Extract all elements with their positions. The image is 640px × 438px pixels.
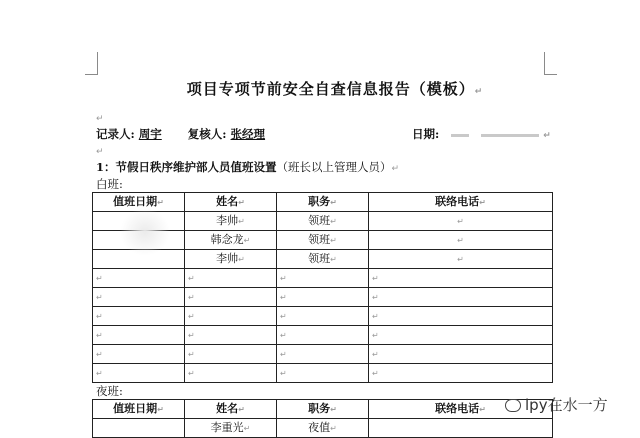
section-heading: 1：节假日秩序维护部人员值班设置（班长以上管理人员）↵	[96, 160, 400, 174]
phone-cell: ↵	[369, 269, 553, 288]
blurred-date	[451, 134, 469, 137]
document-title: 项目专项节前安全自查信息报告（模板）↵	[186, 80, 484, 98]
phone-cell: ↵	[369, 326, 553, 345]
wechat-icon	[505, 399, 521, 412]
role-cell: ↵	[277, 326, 369, 345]
reviewer-value: 张经理	[230, 127, 266, 141]
date-cell: ↵	[93, 269, 185, 288]
name-cell: ↵	[185, 326, 277, 345]
crop-mark-top-right	[544, 52, 557, 75]
header-phone: 联络电话↵	[369, 400, 553, 419]
phone-cell: ↵	[369, 345, 553, 364]
name-cell: ↵	[185, 269, 277, 288]
table-header-row	[93, 400, 553, 419]
date-line: 日期: ↵	[412, 127, 551, 141]
header-phone: 联络电话↵	[369, 193, 553, 212]
table-row	[93, 364, 553, 383]
phone-cell: ↵	[369, 364, 553, 383]
role-cell: ↵	[277, 307, 369, 326]
header-date: 值班日期↵	[93, 193, 185, 212]
header-role: 职务↵	[277, 400, 369, 419]
header-role: 职务↵	[277, 193, 369, 212]
role-cell: 领班↵	[277, 250, 369, 269]
role-cell: ↵	[277, 364, 369, 383]
blank-paragraph: ↵	[96, 114, 104, 124]
header-name: 姓名↵	[185, 193, 277, 212]
blank-paragraph: ↵	[96, 147, 104, 157]
role-cell: ↵	[277, 288, 369, 307]
date-cell: ↵	[93, 307, 185, 326]
role-cell: 领班↵	[277, 231, 369, 250]
name-cell: ↵	[185, 307, 277, 326]
date-cell: ↵	[93, 345, 185, 364]
name-cell: ↵	[185, 345, 277, 364]
table-row	[93, 288, 553, 307]
table-row	[93, 307, 553, 326]
table-row	[93, 345, 553, 364]
redacted-date-area	[120, 208, 170, 256]
phone-cell: ↵	[369, 212, 553, 231]
phone-cell	[369, 419, 553, 438]
date-cell: ↵	[93, 326, 185, 345]
role-cell: 夜值↵	[277, 419, 369, 438]
night-shift-table	[92, 399, 553, 438]
name-cell: 李帅↵	[185, 212, 277, 231]
crop-mark-top-left	[85, 52, 98, 75]
recorder-line	[96, 126, 265, 142]
name-cell: ↵	[185, 364, 277, 383]
reviewer-label: 复核人:	[187, 127, 227, 141]
phone-cell: ↵	[369, 231, 553, 250]
date-cell: ↵	[93, 364, 185, 383]
name-cell: 韩念龙↵	[185, 231, 277, 250]
recorder-label: 记录人:	[96, 127, 135, 141]
watermark-text: lpy在水一方	[525, 396, 608, 414]
phone-cell: ↵	[369, 307, 553, 326]
role-cell: ↵	[277, 269, 369, 288]
role-cell: ↵	[277, 345, 369, 364]
date-cell: ↵	[93, 288, 185, 307]
table-row	[93, 269, 553, 288]
day-shift-label: 白班:	[96, 177, 123, 191]
header-name: 姓名↵	[185, 400, 277, 419]
date-cell	[93, 419, 185, 438]
blurred-date	[481, 134, 539, 137]
name-cell: 李重光↵	[185, 419, 277, 438]
name-cell: ↵	[185, 288, 277, 307]
phone-cell: ↵	[369, 288, 553, 307]
table-row	[93, 326, 553, 345]
recorder-value: 周宇	[138, 127, 162, 141]
table-row	[93, 419, 553, 438]
night-shift-label: 夜班:	[96, 384, 123, 398]
name-cell: 李帅↵	[185, 250, 277, 269]
header-date: 值班日期↵	[93, 400, 185, 419]
date-label: 日期:	[412, 127, 440, 141]
role-cell: 领班↵	[277, 212, 369, 231]
phone-cell: ↵	[369, 250, 553, 269]
watermark	[505, 394, 608, 415]
